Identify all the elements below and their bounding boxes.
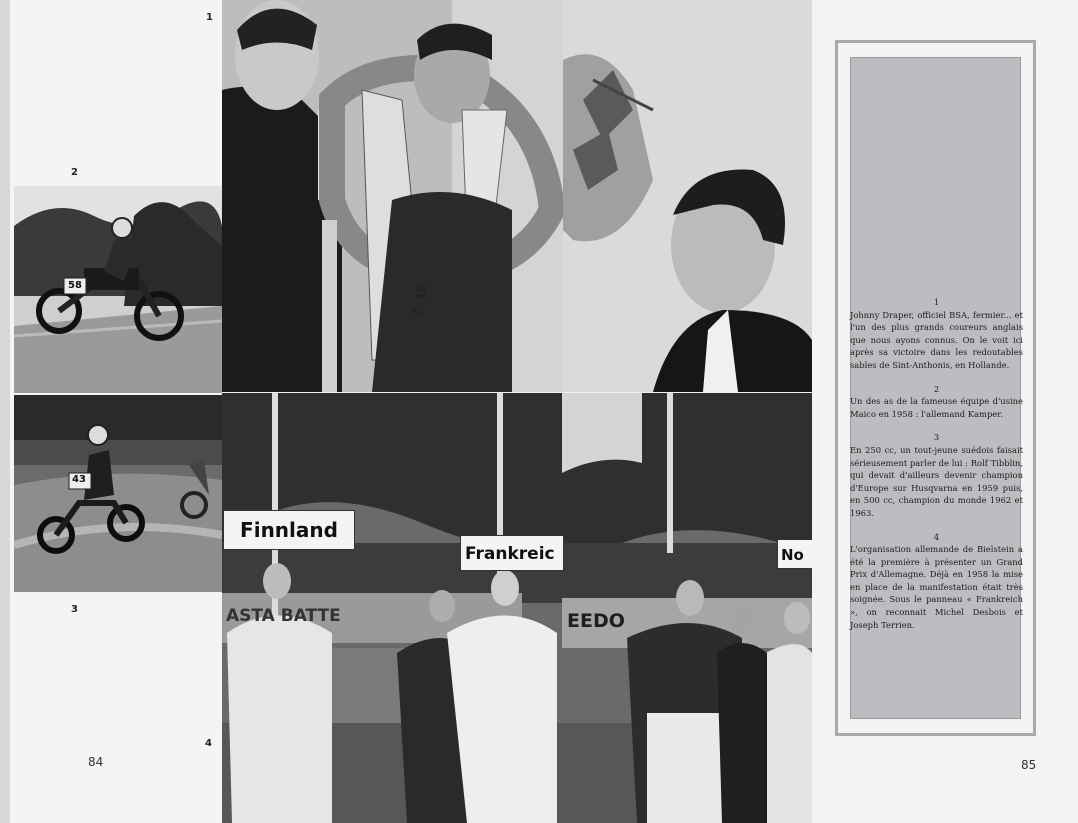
figure-number-4: 4 xyxy=(205,738,212,749)
bib-number-58: 58 xyxy=(68,280,82,291)
sign-country-right: No xyxy=(777,539,812,569)
caption-text-block xyxy=(850,296,1023,642)
caption-2 xyxy=(850,383,1023,421)
photo-bouquet-official xyxy=(563,0,812,392)
caption-body: L'organisation allemande de Bielstein a été la première à présenter un Grand Prix d'Allemagne. Déjà en 1958 la mise en place de la manifestation était très soignée. Sous le panneau « Frankreich », on reconnait Michel Desbois et Joseph Terrien. xyxy=(850,544,1023,630)
caption-4 xyxy=(850,531,1023,632)
photo-rider-tibblin xyxy=(14,395,222,592)
photo-rider-kamper-image xyxy=(14,186,222,393)
banner-speedo: EEDO xyxy=(567,610,625,632)
page-number-right: 85 xyxy=(1021,758,1037,772)
caption-number: 3 xyxy=(933,432,940,443)
caption-number: 4 xyxy=(933,531,940,542)
photo-rider-kamper xyxy=(14,186,222,393)
photo-team-lineup xyxy=(222,393,812,823)
sign-frankreich: Frankreic xyxy=(460,535,564,571)
photo-draper-victory-image xyxy=(222,0,563,392)
figure-number-3: 3 xyxy=(71,604,78,615)
caption-body: Un des as de la fameuse équipe d'usine Maico en 1958 : l'allemand Kamper. xyxy=(850,396,1023,419)
photo-bouquet-official-image xyxy=(563,0,812,392)
caption-number: 1 xyxy=(933,297,940,307)
figure-number-2: 2 xyxy=(71,167,78,178)
photo-draper-victory xyxy=(222,0,563,392)
page-number-left: 84 xyxy=(88,755,104,769)
caption-body: En 250 cc, un tout-jeune suédois faisait sérieusement parler de lui : Rolf Tibblin, qui devait d'ailleurs devenir champion d'Europe sur Husqvarna en 1959 puis, en 500 cc, champion du monde 1962 et 1963. xyxy=(850,444,1023,518)
photo-rider-tibblin-image xyxy=(14,395,222,592)
caption-number: 2 xyxy=(933,383,940,394)
bib-number-43: 43 xyxy=(72,474,86,485)
figure-number-1: 1 xyxy=(206,12,213,23)
caption-body: Johnny Draper, officiel BSA, fermier... et l'un des plus grands coureurs anglais que nous ayons connus. On le voit ici après sa victoire dans les redoutables sables de Sint-Anthonis, en Hollande. xyxy=(850,309,1023,370)
caption-1 xyxy=(850,296,1023,372)
caption-frame xyxy=(835,40,1036,736)
banner-battery: ASTA BATTE xyxy=(226,606,341,626)
ribbon-text: 7. 19 xyxy=(410,282,430,319)
sign-finnland: Finnland xyxy=(223,510,355,550)
caption-3 xyxy=(850,431,1023,519)
